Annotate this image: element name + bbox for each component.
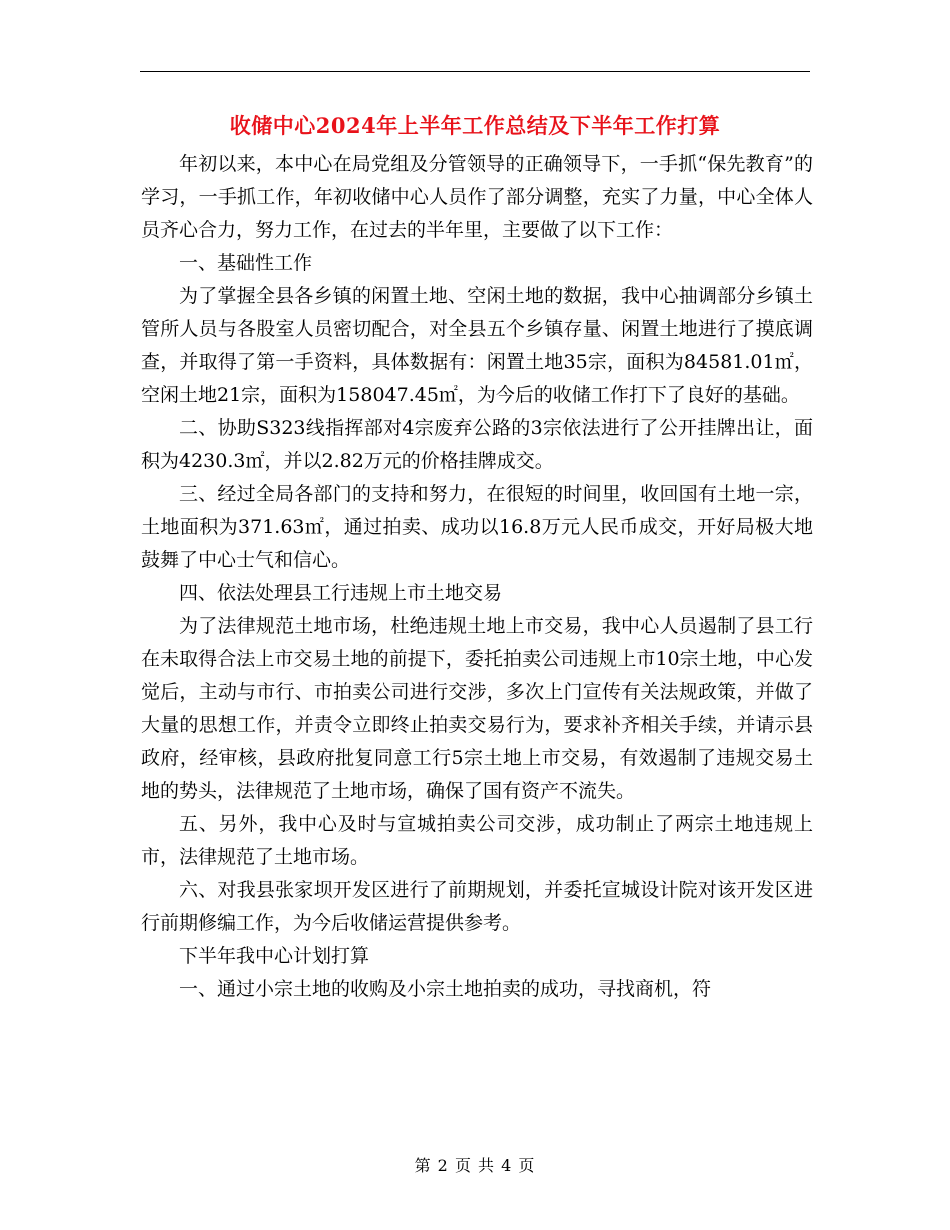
paragraph-item-two: 二、协助S323线指挥部对4宗废弃公路的3宗依法进行了公开挂牌出让，面积为4230.3㎡，并以2.82万元的价格挂牌成交。 xyxy=(141,417,813,472)
paragraph-intro: 年初以来，本中心在局党组及分管领导的正确领导下，一手抓“保先教育”的学习，一手抓工作，年初收储中心人员作了部分调整，充实了力量，中心全体人员齐心合力，努力工作，在过去的半年里，主要做了以下工作： xyxy=(141,153,813,241)
paragraph-item-four: 为了法律规范土地市场，杜绝违规土地上市交易，我中心人员遏制了县工行在未取得合法上市交易土地的前提下，委托拍卖公司违规上市10宗土地，中心发觉后，主动与市行、市拍卖公司进行交涉，多次上门宣传有关法规政策，并做了大量的思想工作，并责令立即终止拍卖交易行为，要求补齐相关手续，并请示县政府，经审核，县政府批复同意工行5宗土地上市交易，有效遏制了违规交易土地的势头，法律规范了土地市场，确保了国有资产不流失。 xyxy=(141,615,813,802)
paragraph-item-six: 六、对我县张家坝开发区进行了前期规划，并委托宣城设计院对该开发区进行前期修编工作，为今后收储运营提供参考。 xyxy=(141,879,813,934)
document-title: 收储中心2024年上半年工作总结及下半年工作打算 xyxy=(229,113,721,138)
paragraph-plan-item-one: 一、通过小宗土地的收购及小宗土地拍卖的成功，寻找商机，符 xyxy=(179,978,712,1000)
section-heading-second-half-plan: 下半年我中心计划打算 xyxy=(179,945,370,967)
paragraph-basic-work: 为了掌握全县各乡镇的闲置土地、空闲土地的数据，我中心抽调部分乡镇土管所人员与各股室人员密切配合，对全县五个乡镇存量、闲置土地进行了摸底调查，并取得了第一手资料，具体数据有：闲置土地35宗，面积为84581.01㎡，空闲土地21宗，面积为158047.45㎡，为今后的收储工作打下了良好的基础。 xyxy=(141,285,813,406)
section-heading-item-four: 四、依法处理县工行违规上市土地交易 xyxy=(179,582,503,604)
paragraph-item-three: 三、经过全局各部门的支持和努力，在很短的时间里，收回国有土地一宗，土地面积为371.63㎡，通过拍卖、成功以16.8万元人民币成交，开好局极大地鼓舞了中心士气和信心。 xyxy=(141,483,813,571)
page-number-footer: 第 2 页 共 4 页 xyxy=(414,1156,536,1175)
section-heading-basic-work: 一、基础性工作 xyxy=(179,252,313,274)
paragraph-item-five: 五、另外，我中心及时与宣城拍卖公司交涉，成功制止了两宗土地违规上市，法律规范了土地市场。 xyxy=(141,813,813,868)
header-rule xyxy=(140,71,810,72)
document-body xyxy=(141,148,813,1006)
